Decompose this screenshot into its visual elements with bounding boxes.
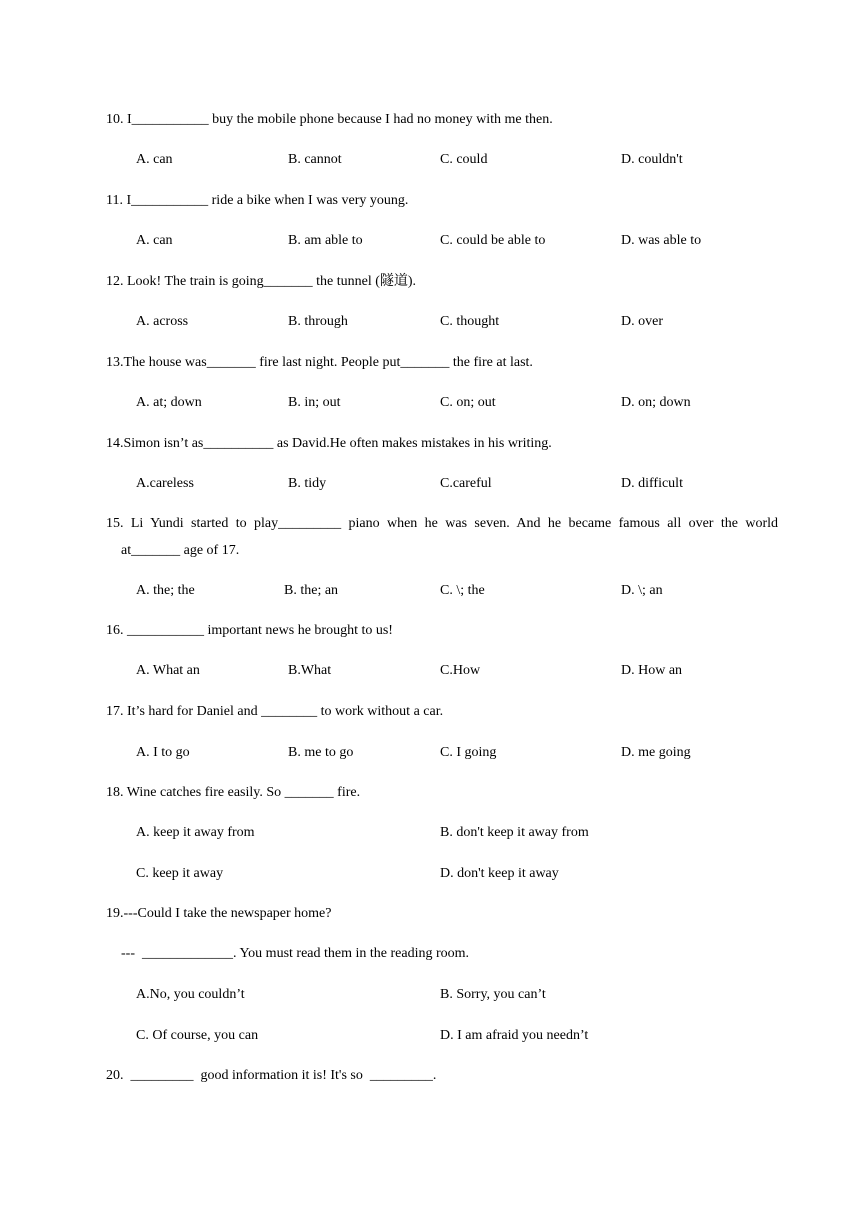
question-16-option-d: D. How an: [621, 663, 683, 678]
question-11-option-b: B. am able to: [288, 233, 363, 248]
question-13-stem: 13.The house was_______ fire last night. People put_______ the fire at last.: [106, 355, 533, 370]
question-19-option-d: D. I am afraid you needn’t: [440, 1028, 589, 1043]
question-14-option-c: C.careful: [440, 476, 492, 491]
question-18-option-a: A. keep it away from: [136, 825, 255, 840]
question-14-option-d: D. difficult: [621, 476, 683, 491]
question-12-option-d: D. over: [621, 314, 663, 329]
question-17-stem: 17. It’s hard for Daniel and ________ to work without a car.: [106, 704, 444, 719]
question-16-option-b: B.What: [288, 663, 332, 678]
question-12-option-b: B. through: [288, 314, 348, 329]
question-15-stem-line-1: 15. Li Yundi started to play_________ piano when he was seven. And he became famous all over the world: [106, 516, 778, 531]
question-15-option-b: B. the; an: [284, 583, 339, 598]
question-18-option-b: B. don't keep it away from: [440, 825, 589, 840]
question-19-option-c: C. Of course, you can: [136, 1028, 259, 1043]
question-15-stem-line-2: at_______ age of 17.: [121, 543, 240, 558]
question-12-option-a: A. across: [136, 314, 189, 329]
question-19-stem: 19.---Could I take the newspaper home?: [106, 906, 332, 921]
question-18-option-d: D. don't keep it away: [440, 866, 559, 881]
question-19-option-a: A.No, you couldn’t: [136, 987, 245, 1002]
question-17-option-c: C. I going: [440, 745, 497, 760]
question-12-stem: 12. Look! The train is going_______ the tunnel (隧道).: [106, 274, 417, 289]
question-13-option-c: C. on; out: [440, 395, 496, 410]
question-16-stem: 16. ___________ important news he brought to us!: [106, 623, 393, 638]
question-20-stem: 20. _________ good information it is! It's so _________.: [106, 1068, 437, 1083]
question-14-option-b: B. tidy: [288, 476, 327, 491]
question-15-option-a: A. the; the: [136, 583, 195, 598]
question-10-option-c: C. could: [440, 152, 488, 167]
question-17-option-b: B. me to go: [288, 745, 354, 760]
question-15-option-d: D. \; an: [621, 583, 663, 598]
question-10-stem: 10. I___________ buy the mobile phone because I had no money with me then.: [106, 112, 553, 127]
question-15-option-c: C. \; the: [440, 583, 485, 598]
question-18-option-c: C. keep it away: [136, 866, 224, 881]
question-10-option-a: A. can: [136, 152, 173, 167]
question-19-response-line: --- _____________. You must read them in the reading room.: [121, 946, 470, 961]
question-18-stem: 18. Wine catches fire easily. So _______ fire.: [106, 785, 361, 800]
question-16-option-c: C.How: [440, 663, 481, 678]
question-13-option-b: B. in; out: [288, 395, 341, 410]
question-17-option-d: D. me going: [621, 745, 691, 760]
question-14-stem: 14.Simon isn’t as__________ as David.He often makes mistakes in his writing.: [106, 436, 552, 451]
question-13-option-d: D. on; down: [621, 395, 691, 410]
question-14-option-a: A.careless: [136, 476, 194, 491]
question-10-option-d: D. couldn't: [621, 152, 683, 167]
question-12-option-c: C. thought: [440, 314, 500, 329]
question-11-stem: 11. I___________ ride a bike when I was very young.: [106, 193, 409, 208]
question-16-option-a: A. What an: [136, 663, 200, 678]
question-11-option-a: A. can: [136, 233, 173, 248]
question-10-option-b: B. cannot: [288, 152, 342, 167]
question-17-option-a: A. I to go: [136, 745, 190, 760]
question-11-option-c: C. could be able to: [440, 233, 546, 248]
question-13-option-a: A. at; down: [136, 395, 202, 410]
question-19-option-b: B. Sorry, you can’t: [440, 987, 546, 1002]
question-11-option-d: D. was able to: [621, 233, 702, 248]
